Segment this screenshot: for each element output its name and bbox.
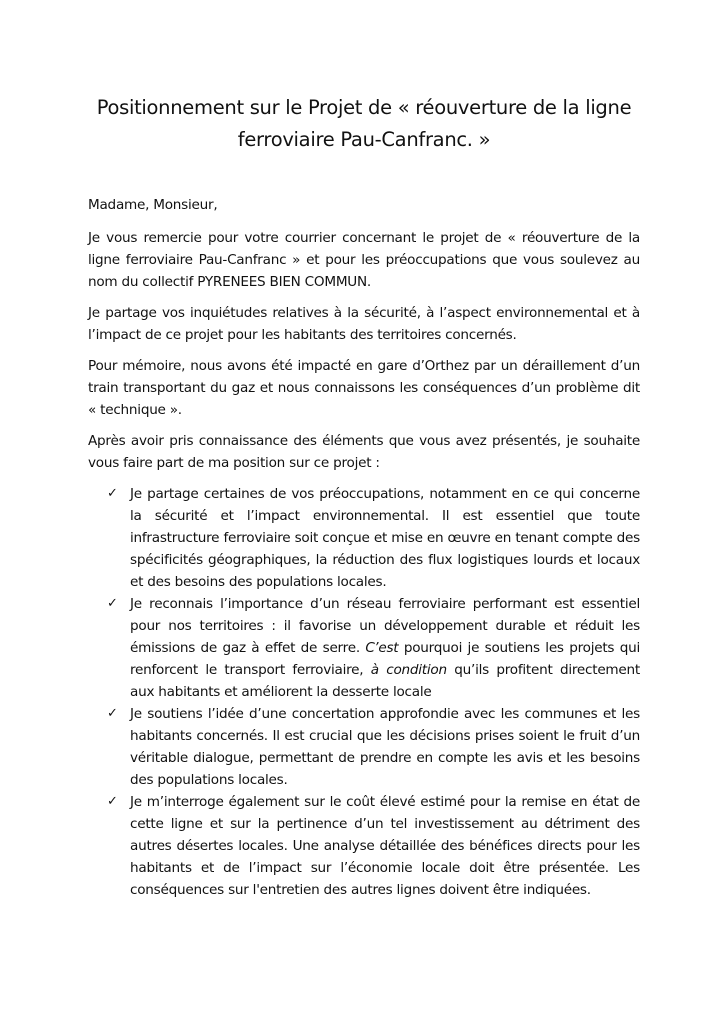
- list-item: [88, 593, 640, 703]
- checkmark-icon: ✓: [107, 706, 118, 721]
- salutation: Madame, Monsieur,: [88, 197, 218, 213]
- checkmark-icon: ✓: [107, 596, 118, 611]
- list-item: [88, 791, 640, 901]
- paragraph-concerns: Je partage vos inquiétudes relatives à la sécurité, à l’aspect environnemental et à l’impact de ce projet pour les habitants des territoires concernés.: [88, 305, 640, 343]
- paragraph-memory: Pour mémoire, nous avons été impacté en gare d’Orthez par un déraillement d’un train transportant du gaz et nous connaissons les conséquences d’un problème dit « technique ».: [88, 358, 640, 418]
- paragraph-thanks: Je vous remercie pour votre courrier concernant le projet de « réouverture de la ligne ferroviaire Pau-Canfranc » et pour les préoccupations que vous soulevez au nom du collectif PYRENEES BIEN COMMUN.: [88, 230, 640, 290]
- list-item-text-part: pourquoi je soutiens les projets qui renforcent le transport ferroviaire,: [130, 640, 640, 678]
- paragraph-position-intro: Après avoir pris connaissance des éléments que vous avez présentés, je souhaite vous faire part de ma position sur ce projet :: [88, 433, 640, 471]
- list-item-italic: C’est: [365, 640, 399, 656]
- list-item-text: Je partage certaines de vos préoccupations, notamment en ce qui concerne la sécurité et l’impact environnemental. Il est essentiel que toute infrastructure ferroviaire soit conçue et mise en œuvre en tenant compte des spécificités géographiques, la réduction des flux logistiques lourds et locaux et des besoins des populations locales.: [130, 486, 640, 590]
- list-item-text-part: qu’ils profitent directement aux habitants et améliorent la desserte locale: [130, 662, 640, 700]
- document-title: Positionnement sur le Projet de « réouverture de la ligne ferroviaire Pau-Canfranc. »: [96, 96, 632, 151]
- list-item-text: Je soutiens l’idée d’une concertation approfondie avec les communes et les habitants concernés. Il est crucial que les décisions prises soient le fruit d’un véritable dialogue, permettant de prendre en compte les avis et les besoins des populations locales.: [130, 706, 640, 788]
- list-item-text-part: Je reconnais l’importance d’un réseau ferroviaire performant est essentiel pour nos territoires : il favorise un développement durable et réduit les émissions de gaz à effet de serre.: [130, 596, 640, 656]
- list-item: [88, 483, 640, 593]
- letter-body: [88, 194, 640, 901]
- list-item: [88, 703, 640, 791]
- list-item-text: Je m’interroge également sur le coût élevé estimé pour la remise en état de cette ligne et sur la pertinence d’un tel investissement au détriment des autres désertes locales. Une analyse détaillée des bénéfices directs pour les habitants et de l’impact sur l’économie locale doit être présentée. Les conséquences sur l'entretien des autres lignes doivent être indiquées.: [130, 794, 640, 898]
- checkmark-icon: ✓: [107, 486, 118, 501]
- list-item-italic: à condition: [370, 662, 447, 678]
- position-list: [88, 483, 640, 901]
- checkmark-icon: ✓: [107, 794, 118, 809]
